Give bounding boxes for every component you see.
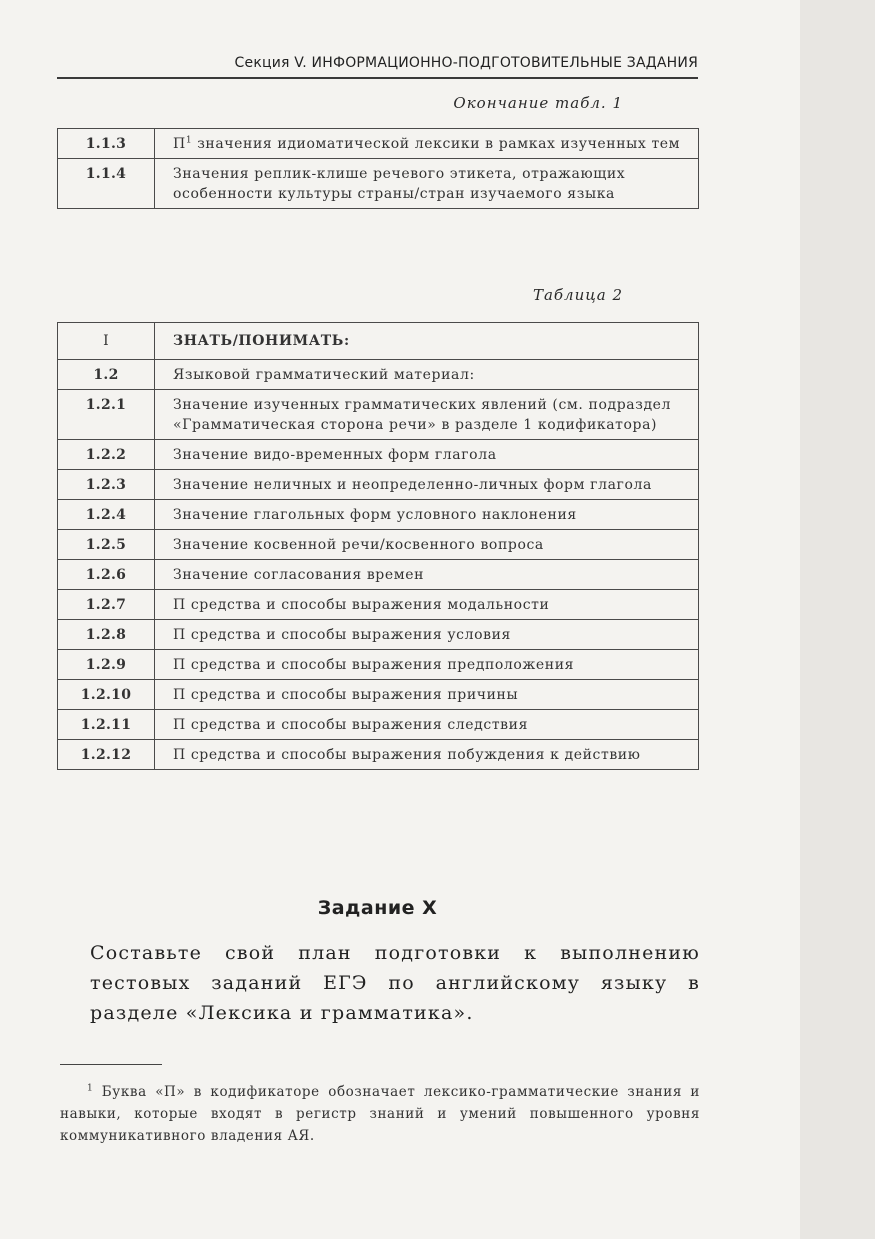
table-row bbox=[58, 360, 699, 390]
footnote-ref: 1 bbox=[185, 135, 193, 146]
row-code: 1.1.3 bbox=[58, 129, 155, 159]
table-row bbox=[58, 620, 699, 650]
table-row bbox=[58, 560, 699, 590]
header-text: ЗНАТЬ/ПОНИМАТЬ: bbox=[155, 323, 699, 360]
table-row bbox=[58, 440, 699, 470]
scan-margin bbox=[800, 0, 875, 1239]
row-prefix: П bbox=[173, 136, 186, 152]
header-rule bbox=[57, 77, 698, 79]
footnote-marker: 1 bbox=[87, 1083, 94, 1094]
row-code: 1.2.5 bbox=[58, 530, 155, 560]
row-text: Языковой грамматический материал: bbox=[155, 360, 699, 390]
row-text: П средства и способы выражения условия bbox=[155, 620, 699, 650]
table1-caption: Окончание табл. 1 bbox=[453, 94, 623, 112]
row-text: П средства и способы выражения предположения bbox=[155, 650, 699, 680]
table-row bbox=[58, 680, 699, 710]
row-text bbox=[155, 129, 699, 159]
table1 bbox=[57, 128, 699, 209]
row-text: Значение глагольных форм условного наклонения bbox=[155, 500, 699, 530]
row-code: 1.1.4 bbox=[58, 159, 155, 209]
row-code: 1.2.11 bbox=[58, 710, 155, 740]
row-code: 1.2.10 bbox=[58, 680, 155, 710]
row-code: 1.2.1 bbox=[58, 390, 155, 440]
row-code: 1.2.2 bbox=[58, 440, 155, 470]
table-row bbox=[58, 390, 699, 440]
table-row bbox=[58, 740, 699, 770]
row-code: 1.2.4 bbox=[58, 500, 155, 530]
row-code: 1.2.7 bbox=[58, 590, 155, 620]
row-text bbox=[155, 159, 699, 209]
table-row bbox=[58, 710, 699, 740]
row-text: Значение изученных грамматических явлений (см. подраздел «Грамматическая сторона речи» в разделе 1 кодификатора) bbox=[155, 390, 699, 440]
row-text: П средства и способы выражения причины bbox=[155, 680, 699, 710]
row-body: значения идиоматической лексики в рамках изученных тем bbox=[192, 136, 681, 152]
task-title: Задание X bbox=[317, 897, 438, 919]
row-text: Значение видо-временных форм глагола bbox=[155, 440, 699, 470]
row-body: Значения реплик-клише речевого этикета, отражающих особенности культуры страны/стран изучаемого языка bbox=[173, 166, 626, 202]
table2-caption: Таблица 2 bbox=[532, 286, 623, 304]
table-row bbox=[58, 470, 699, 500]
table-row bbox=[58, 530, 699, 560]
header-code: I bbox=[58, 323, 155, 360]
table-row bbox=[58, 159, 699, 209]
row-code: 1.2 bbox=[58, 360, 155, 390]
row-text: Значение неличных и неопределенно-личных форм глагола bbox=[155, 470, 699, 500]
row-code: 1.2.12 bbox=[58, 740, 155, 770]
table-row bbox=[58, 500, 699, 530]
task-text: Составьте свой план подготовки к выполнению тестовых заданий ЕГЭ по английскому языку в разделе «Лексика и грамматика». bbox=[90, 942, 700, 1024]
footnote bbox=[60, 1081, 700, 1147]
row-text: П средства и способы выражения побуждения к действию bbox=[155, 740, 699, 770]
row-text: Значение согласования времен bbox=[155, 560, 699, 590]
footnote-text: Буква «П» в кодификаторе обозначает лексико-грамматические знания и навыки, которые входят в регистр знаний и умений повышенного уровня коммуникативного владения АЯ. bbox=[60, 1084, 700, 1144]
row-code: 1.2.9 bbox=[58, 650, 155, 680]
row-text: Значение косвенной речи/косвенного вопроса bbox=[155, 530, 699, 560]
running-head: Секция V. ИНФОРМАЦИОННО-ПОДГОТОВИТЕЛЬНЫЕ ЗАДАНИЯ bbox=[234, 55, 698, 71]
table-header-row bbox=[58, 323, 699, 360]
table2 bbox=[57, 322, 699, 770]
row-code: 1.2.8 bbox=[58, 620, 155, 650]
row-text: П средства и способы выражения модальности bbox=[155, 590, 699, 620]
footnote-rule bbox=[60, 1064, 162, 1065]
table-row bbox=[58, 129, 699, 159]
table-row bbox=[58, 650, 699, 680]
row-text: П средства и способы выражения следствия bbox=[155, 710, 699, 740]
row-code: 1.2.3 bbox=[58, 470, 155, 500]
row-code: 1.2.6 bbox=[58, 560, 155, 590]
table-row bbox=[58, 590, 699, 620]
